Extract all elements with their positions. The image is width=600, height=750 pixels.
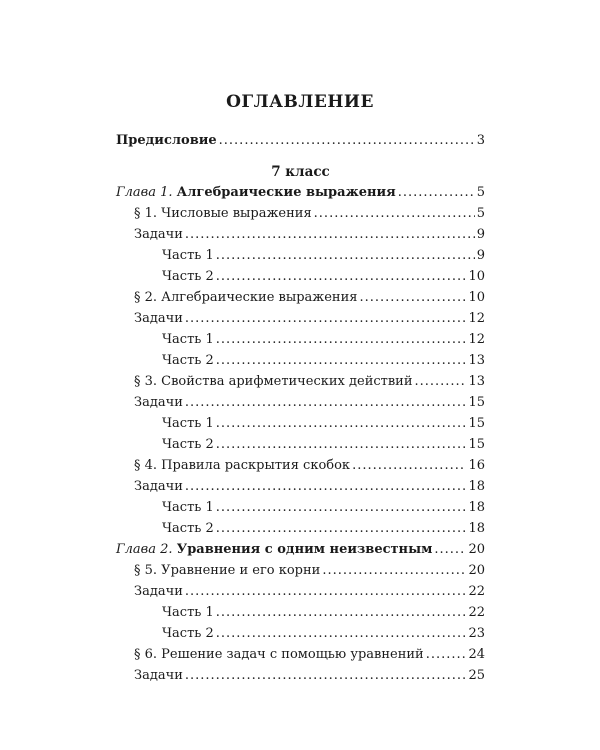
- toc-page-number: 18: [468, 500, 485, 515]
- toc-entry-label: Часть 2: [162, 437, 214, 452]
- dot-leader: [434, 542, 466, 557]
- toc-page-number: 13: [468, 374, 485, 389]
- toc-entry-label: Предисловие: [116, 133, 217, 148]
- grade-heading: 7 класс: [271, 164, 330, 180]
- toc-entry-tasks[interactable]: [116, 584, 485, 605]
- dot-leader: [216, 521, 467, 536]
- dot-leader: [398, 185, 475, 200]
- toc-entry-tasks[interactable]: [116, 395, 485, 416]
- toc-entry-label: § 4. Правила раскрытия скобок: [134, 458, 351, 473]
- toc-entry-label: Задачи: [134, 311, 183, 326]
- toc-entry-part[interactable]: [116, 353, 485, 374]
- toc-entry-section[interactable]: [116, 290, 485, 311]
- toc-entry-part[interactable]: [116, 269, 485, 290]
- toc-entry-section[interactable]: [116, 458, 485, 479]
- dot-leader: [185, 479, 467, 494]
- toc-entry-label: Задачи: [134, 395, 183, 410]
- dot-leader: [359, 290, 466, 305]
- dot-leader: [216, 416, 467, 431]
- toc-entry-label: Задачи: [134, 668, 183, 683]
- toc-page-number: 13: [468, 353, 485, 368]
- dot-leader: [426, 647, 467, 662]
- dot-leader: [216, 500, 467, 515]
- toc-entry-tasks[interactable]: [116, 227, 485, 248]
- toc-page-number: 15: [468, 395, 485, 410]
- toc-entry-label: § 6. Решение задач с помощью уравнений: [134, 647, 424, 662]
- toc-page-number: 5: [476, 206, 485, 221]
- toc-entry-part[interactable]: [116, 605, 485, 626]
- toc-entry-label: Часть 2: [162, 521, 214, 536]
- toc-entry-label: Задачи: [134, 227, 183, 242]
- table-of-contents: [116, 133, 485, 689]
- chapter-title: Алгебраические выражения: [176, 185, 396, 200]
- toc-entry-tasks[interactable]: [116, 479, 485, 500]
- toc-entry-part[interactable]: [116, 248, 485, 269]
- toc-entry-section[interactable]: [116, 206, 485, 227]
- dot-leader: [414, 374, 466, 389]
- toc-page-number: 18: [468, 521, 485, 536]
- toc-entry-label: [116, 542, 432, 557]
- toc-entry-label: Часть 2: [162, 626, 214, 641]
- dot-leader: [216, 248, 475, 263]
- toc-entry-label: § 5. Уравнение и его корни: [134, 563, 321, 578]
- toc-page-number: 12: [468, 311, 485, 326]
- dot-leader: [185, 395, 467, 410]
- toc-page-number: 15: [468, 437, 485, 452]
- toc-entry-label: Задачи: [134, 479, 183, 494]
- dot-leader: [216, 332, 467, 347]
- toc-page-number: 10: [468, 269, 485, 284]
- toc-page-number: 22: [468, 605, 485, 620]
- toc-entry-label: Часть 1: [162, 500, 214, 515]
- toc-page-number: 15: [468, 416, 485, 431]
- toc-entry-label: Часть 1: [162, 332, 214, 347]
- dot-leader: [216, 437, 467, 452]
- dot-leader: [314, 206, 475, 221]
- dot-leader: [352, 458, 466, 473]
- toc-entry-label: Часть 2: [162, 353, 214, 368]
- toc-entry-part[interactable]: [116, 626, 485, 647]
- page-title: ОГЛАВЛЕНИЕ: [226, 92, 374, 112]
- dot-leader: [216, 353, 467, 368]
- toc-entry-chapter-2[interactable]: [116, 542, 485, 563]
- toc-page-number: 12: [468, 332, 485, 347]
- toc-page-number: 5: [476, 185, 485, 200]
- toc-page-number: 10: [468, 290, 485, 305]
- toc-entry-section[interactable]: [116, 647, 485, 668]
- chapter-title: Уравнения с одним неизвестным: [176, 542, 433, 557]
- toc-entry-label: § 1. Числовые выражения: [134, 206, 312, 221]
- dot-leader: [219, 133, 475, 148]
- dot-leader: [322, 563, 466, 578]
- dot-leader: [216, 626, 467, 641]
- toc-entry-tasks[interactable]: [116, 311, 485, 332]
- toc-page-number: 20: [468, 542, 485, 557]
- chapter-prefix: Глава 1.: [116, 185, 173, 200]
- toc-page-number: 22: [468, 584, 485, 599]
- toc-entry-label: § 2. Алгебраические выражения: [134, 290, 358, 305]
- toc-entry-part[interactable]: [116, 416, 485, 437]
- toc-entry-section[interactable]: [116, 563, 485, 584]
- toc-page-number: 3: [476, 133, 485, 148]
- toc-page-number: 25: [468, 668, 485, 683]
- dot-leader: [216, 605, 467, 620]
- toc-entry-label: Задачи: [134, 584, 183, 599]
- toc-page-number: 16: [468, 458, 485, 473]
- toc-page-number: 20: [468, 563, 485, 578]
- dot-leader: [185, 668, 467, 683]
- toc-page-number: 24: [468, 647, 485, 662]
- toc-page-number: 9: [476, 248, 485, 263]
- dot-leader: [185, 311, 467, 326]
- toc-entry-part[interactable]: [116, 521, 485, 542]
- toc-entry-label: § 3. Свойства арифметических действий: [134, 374, 413, 389]
- toc-entry-section[interactable]: [116, 374, 485, 395]
- toc-entry-label: [116, 185, 396, 200]
- toc-entry-label: Часть 1: [162, 248, 214, 263]
- toc-entry-tasks[interactable]: [116, 668, 485, 689]
- toc-entry-part[interactable]: [116, 332, 485, 353]
- toc-page-number: 9: [476, 227, 485, 242]
- toc-page-number: 18: [468, 479, 485, 494]
- chapter-prefix: Глава 2.: [116, 542, 173, 557]
- toc-entry-part[interactable]: [116, 500, 485, 521]
- toc-entry-label: Часть 1: [162, 605, 214, 620]
- toc-entry-chapter-1[interactable]: [116, 185, 485, 206]
- toc-entry-label: Часть 2: [162, 269, 214, 284]
- toc-entry-part[interactable]: [116, 437, 485, 458]
- toc-entry-label: Часть 1: [162, 416, 214, 431]
- dot-leader: [216, 269, 467, 284]
- dot-leader: [185, 584, 467, 599]
- toc-page-number: 23: [468, 626, 485, 641]
- dot-leader: [185, 227, 475, 242]
- toc-entry-preface[interactable]: [116, 133, 485, 154]
